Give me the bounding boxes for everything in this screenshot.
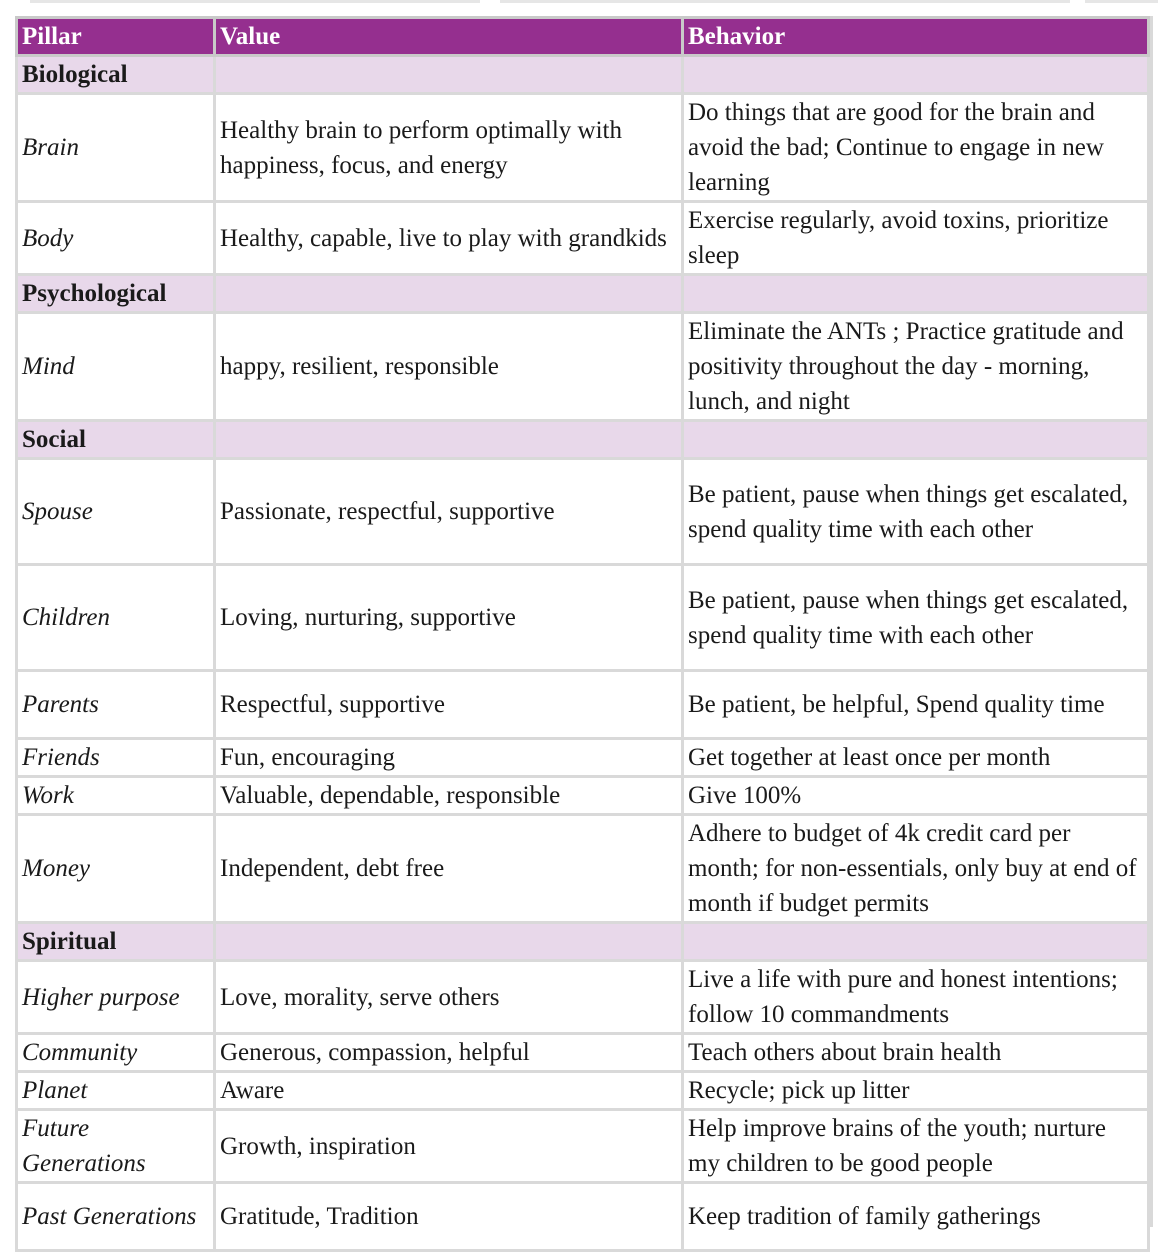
section-row-social	[17, 421, 1149, 459]
behavior-cell[interactable]: Exercise regularly, avoid toxins, prioritize sleep	[683, 202, 1149, 275]
pillars-table	[15, 16, 1150, 1252]
table-row	[17, 313, 1149, 421]
table-row	[17, 1183, 1149, 1251]
behavior-cell[interactable]: Be patient, be helpful, Spend quality time	[683, 671, 1149, 739]
pillar-cell[interactable]: Money	[17, 815, 215, 923]
value-cell[interactable]: happy, resilient, responsible	[215, 313, 683, 421]
behavior-cell[interactable]: Teach others about brain health	[683, 1034, 1149, 1072]
table-row	[17, 961, 1149, 1034]
section-label[interactable]: Psychological	[17, 275, 215, 313]
value-cell[interactable]: Respectful, supportive	[215, 671, 683, 739]
section-empty-cell[interactable]	[683, 275, 1149, 313]
value-cell[interactable]: Independent, debt free	[215, 815, 683, 923]
behavior-cell[interactable]: Give 100%	[683, 777, 1149, 815]
behavior-cell[interactable]: Be patient, pause when things get escalated, spend quality time with each other	[683, 565, 1149, 671]
section-row-psychological	[17, 275, 1149, 313]
table-row	[17, 202, 1149, 275]
pillar-cell[interactable]: Future Generations	[17, 1110, 215, 1183]
table-row	[17, 1110, 1149, 1183]
section-empty-cell[interactable]	[215, 56, 683, 94]
header-pillar[interactable]: Pillar	[17, 18, 215, 56]
value-cell[interactable]: Love, morality, serve others	[215, 961, 683, 1034]
table-row	[17, 815, 1149, 923]
behavior-cell[interactable]: Eliminate the ANTs ; Practice gratitude and positivity throughout the day - morning, lunch, and night	[683, 313, 1149, 421]
section-label[interactable]: Spiritual	[17, 923, 215, 961]
behavior-cell[interactable]: Be patient, pause when things get escalated, spend quality time with each other	[683, 459, 1149, 565]
pillar-cell[interactable]: Brain	[17, 94, 215, 202]
top-divider	[30, 0, 480, 3]
value-cell[interactable]: Aware	[215, 1072, 683, 1110]
pillar-cell[interactable]: Higher purpose	[17, 961, 215, 1034]
section-label[interactable]: Biological	[17, 56, 215, 94]
behavior-cell[interactable]: Recycle; pick up litter	[683, 1072, 1149, 1110]
pillar-cell[interactable]: Friends	[17, 739, 215, 777]
section-label[interactable]: Social	[17, 421, 215, 459]
pillar-cell[interactable]: Body	[17, 202, 215, 275]
pillar-cell[interactable]: Planet	[17, 1072, 215, 1110]
value-cell[interactable]: Loving, nurturing, supportive	[215, 565, 683, 671]
section-empty-cell[interactable]	[683, 421, 1149, 459]
value-cell[interactable]: Generous, compassion, helpful	[215, 1034, 683, 1072]
header-value[interactable]: Value	[215, 18, 683, 56]
top-divider	[1085, 0, 1158, 3]
top-margin	[0, 0, 1158, 16]
top-divider	[500, 0, 1070, 3]
pillar-cell[interactable]: Mind	[17, 313, 215, 421]
header-row	[17, 18, 1149, 56]
value-cell[interactable]: Passionate, respectful, supportive	[215, 459, 683, 565]
behavior-cell[interactable]: Get together at least once per month	[683, 739, 1149, 777]
table-row	[17, 777, 1149, 815]
table-row	[17, 459, 1149, 565]
table-row	[17, 671, 1149, 739]
pillar-cell[interactable]: Parents	[17, 671, 215, 739]
table-row	[17, 1034, 1149, 1072]
table-row	[17, 739, 1149, 777]
section-empty-cell[interactable]	[683, 56, 1149, 94]
behavior-cell[interactable]: Keep tradition of family gatherings	[683, 1183, 1149, 1251]
table-row	[17, 1072, 1149, 1110]
value-cell[interactable]: Healthy, capable, live to play with grandkids	[215, 202, 683, 275]
pillar-cell[interactable]: Past Generations	[17, 1183, 215, 1251]
behavior-cell[interactable]: Help improve brains of the youth; nurture my children to be good people	[683, 1110, 1149, 1183]
section-empty-cell[interactable]	[215, 275, 683, 313]
table-row	[17, 565, 1149, 671]
table-row	[17, 94, 1149, 202]
value-cell[interactable]: Gratitude, Tradition	[215, 1183, 683, 1251]
section-empty-cell[interactable]	[215, 421, 683, 459]
value-cell[interactable]: Fun, encouraging	[215, 739, 683, 777]
behavior-cell[interactable]: Adhere to budget of 4k credit card per month; for non-essentials, only buy at end of month if budget permits	[683, 815, 1149, 923]
behavior-cell[interactable]: Live a life with pure and honest intentions; follow 10 commandments	[683, 961, 1149, 1034]
header-behavior[interactable]: Behavior	[683, 18, 1149, 56]
section-empty-cell[interactable]	[683, 923, 1149, 961]
pillar-cell[interactable]: Community	[17, 1034, 215, 1072]
pillar-cell[interactable]: Children	[17, 565, 215, 671]
section-empty-cell[interactable]	[215, 923, 683, 961]
value-cell[interactable]: Healthy brain to perform optimally with happiness, focus, and energy	[215, 94, 683, 202]
behavior-cell[interactable]: Do things that are good for the brain and avoid the bad; Continue to engage in new learning	[683, 94, 1149, 202]
next-column-edge	[1150, 16, 1158, 1227]
section-row-biological	[17, 56, 1149, 94]
value-cell[interactable]: Valuable, dependable, responsible	[215, 777, 683, 815]
value-cell[interactable]: Growth, inspiration	[215, 1110, 683, 1183]
section-row-spiritual	[17, 923, 1149, 961]
pillar-cell[interactable]: Spouse	[17, 459, 215, 565]
pillar-cell[interactable]: Work	[17, 777, 215, 815]
